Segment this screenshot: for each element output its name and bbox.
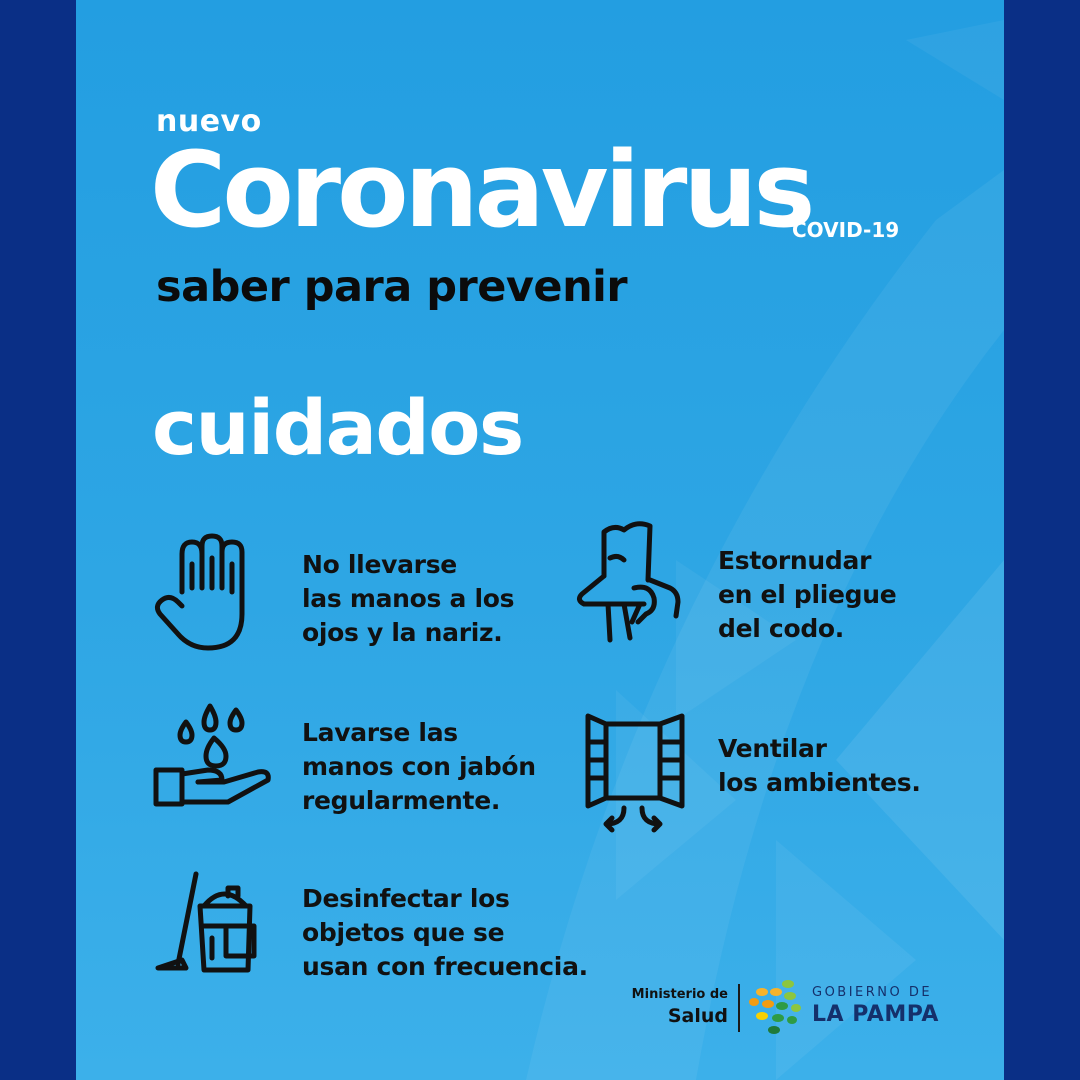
section-title: cuidados xyxy=(152,383,523,472)
care-item-text xyxy=(302,716,536,818)
care-item-line: Estornudar xyxy=(718,546,872,575)
la-pampa-dots-logo xyxy=(748,976,804,1038)
care-item-line: No llevarse xyxy=(302,550,457,579)
care-item-text xyxy=(718,544,896,646)
sneeze-elbow-icon xyxy=(574,518,690,646)
care-item-text xyxy=(302,548,514,650)
care-item-line: Lavarse las xyxy=(302,718,458,747)
pre-title: nuevo xyxy=(156,104,262,139)
handwashing-icon xyxy=(152,700,276,812)
care-item-line: Desinfectar los xyxy=(302,884,510,913)
government-label xyxy=(812,984,939,1028)
care-item-line: las manos a los xyxy=(302,584,515,613)
care-item-line: del codo. xyxy=(718,614,844,643)
care-item-line: regularmente. xyxy=(302,786,501,815)
ministry-line-2: Salud xyxy=(667,1005,728,1027)
raised-hand-icon xyxy=(154,532,256,654)
care-item-line: Ventilar xyxy=(718,734,827,763)
open-window-icon xyxy=(584,708,688,836)
government-line-2: LA PAMPA xyxy=(812,1002,939,1027)
page-title: Coronavirus xyxy=(150,129,812,251)
care-item-text xyxy=(302,882,588,984)
footer-divider xyxy=(738,984,740,1032)
care-item-line: objetos que se xyxy=(302,918,505,947)
care-item-line: usan con frecuencia. xyxy=(302,952,588,981)
subtitle: saber para prevenir xyxy=(156,262,628,312)
care-item-line: ojos y la nariz. xyxy=(302,618,503,647)
care-item-text xyxy=(718,732,921,800)
government-line-1: GOBIERNO DE xyxy=(812,985,933,1000)
care-item-line: los ambientes. xyxy=(718,768,921,797)
care-item-line: en el pliegue xyxy=(718,580,897,609)
poster xyxy=(76,0,1004,1080)
ministry-label xyxy=(596,986,728,1028)
ministry-line-1: Ministerio de xyxy=(631,987,728,1002)
title-tag: COVID-19 xyxy=(792,218,900,242)
care-item-line: manos con jabón xyxy=(302,752,536,781)
cleaning-supplies-icon xyxy=(152,868,262,976)
